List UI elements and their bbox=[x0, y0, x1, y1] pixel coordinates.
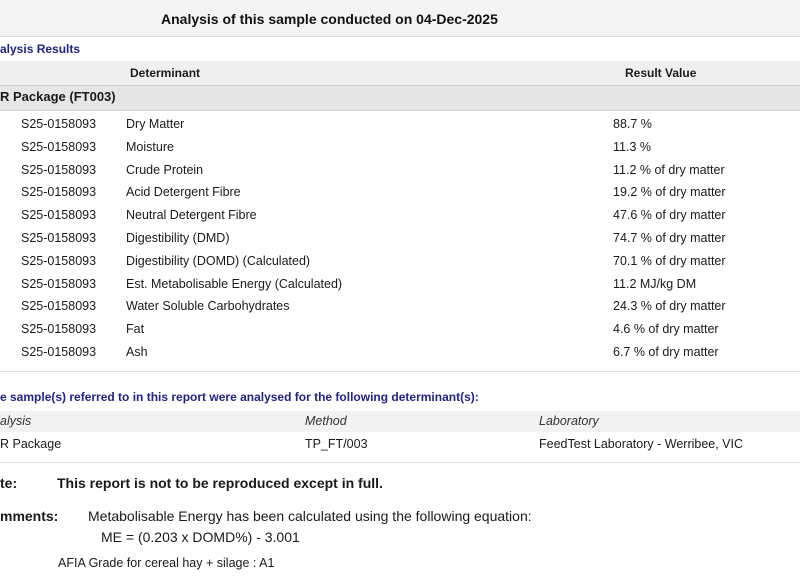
methods-section-title: e sample(s) referred to in this report were analysed for the following determinant(s): bbox=[0, 390, 479, 404]
methods-analysis: R Package bbox=[0, 437, 62, 451]
determinant-name: Fat bbox=[126, 322, 145, 337]
note-label: te: bbox=[0, 475, 18, 491]
methods-header-method: Method bbox=[305, 414, 347, 428]
column-header-result-value: Result Value bbox=[625, 66, 697, 80]
determinant-name: Est. Metabolisable Energy (Calculated) bbox=[126, 276, 343, 291]
package-name: R Package (FT003) bbox=[0, 89, 116, 104]
determinant-name: Digestibility (DOMD) (Calculated) bbox=[126, 253, 311, 268]
sample-id: S25-0158093 bbox=[21, 276, 97, 291]
analysis-results-title: alysis Results bbox=[0, 42, 81, 56]
result-row bbox=[0, 317, 800, 340]
determinant-name: Neutral Detergent Fibre bbox=[126, 208, 257, 223]
sample-id: S25-0158093 bbox=[21, 208, 97, 223]
result-row bbox=[0, 135, 800, 158]
sample-id: S25-0158093 bbox=[21, 344, 97, 359]
result-value: 6.7 % of dry matter bbox=[613, 344, 719, 359]
result-row bbox=[0, 272, 800, 295]
sample-id: S25-0158093 bbox=[21, 185, 97, 200]
result-value: 24.3 % of dry matter bbox=[613, 299, 726, 314]
result-value: 4.6 % of dry matter bbox=[613, 322, 719, 337]
methods-header-analysis: alysis bbox=[0, 414, 32, 428]
column-header-determinant: Determinant bbox=[130, 66, 201, 80]
sample-id: S25-0158093 bbox=[21, 162, 97, 177]
result-row bbox=[0, 294, 800, 317]
result-row bbox=[0, 112, 800, 135]
package-band bbox=[0, 85, 800, 111]
result-value: 11.2 MJ/kg DM bbox=[613, 276, 697, 291]
result-row bbox=[0, 249, 800, 272]
determinant-name: Ash bbox=[126, 344, 148, 359]
determinant-name: Digestibility (DMD) bbox=[126, 230, 230, 245]
sample-id: S25-0158093 bbox=[21, 117, 97, 131]
afia-grade: AFIA Grade for cereal hay + silage : A1 bbox=[58, 556, 275, 570]
result-value: 88.7 % bbox=[613, 117, 652, 131]
sample-id: S25-0158093 bbox=[21, 253, 97, 268]
result-value: 47.6 % of dry matter bbox=[613, 208, 726, 223]
methods-laboratory: FeedTest Laboratory - Werribee, VIC bbox=[539, 437, 744, 451]
sample-id: S25-0158093 bbox=[21, 230, 97, 245]
comments-label: mments: bbox=[0, 508, 59, 524]
determinant-name: Acid Detergent Fibre bbox=[126, 185, 241, 200]
comments-text: Metabolisable Energy has been calculated using the following equation: bbox=[88, 508, 532, 524]
results-table bbox=[0, 112, 800, 363]
report-header-title: Analysis of this sample conducted on 04-Dec-2025 bbox=[161, 11, 498, 27]
sample-id: S25-0158093 bbox=[21, 139, 97, 154]
sample-id: S25-0158093 bbox=[21, 322, 97, 337]
sample-id: S25-0158093 bbox=[21, 299, 97, 314]
result-value: 70.1 % of dry matter bbox=[613, 253, 726, 268]
result-row bbox=[0, 226, 800, 249]
result-row bbox=[0, 203, 800, 226]
notes-divider bbox=[0, 462, 800, 463]
result-value: 11.2 % of dry matter bbox=[613, 162, 725, 177]
result-value: 11.3 % bbox=[613, 139, 651, 154]
determinant-name: Water Soluble Carbohydrates bbox=[126, 299, 290, 314]
result-row bbox=[0, 158, 800, 181]
methods-header-band bbox=[0, 411, 800, 432]
methods-header-laboratory: Laboratory bbox=[539, 414, 599, 428]
section-divider bbox=[0, 371, 800, 372]
me-equation: ME = (0.203 x DOMD%) - 3.001 bbox=[101, 529, 300, 545]
determinant-name: Dry Matter bbox=[126, 117, 185, 131]
determinant-name: Crude Protein bbox=[126, 162, 204, 177]
methods-method: TP_FT/003 bbox=[305, 437, 368, 451]
result-row bbox=[0, 340, 800, 363]
note-text: This report is not to be reproduced except in full. bbox=[57, 475, 383, 491]
result-value: 19.2 % of dry matter bbox=[613, 185, 726, 200]
determinant-name: Moisture bbox=[126, 139, 174, 154]
result-value: 74.7 % of dry matter bbox=[613, 230, 726, 245]
result-row bbox=[0, 180, 800, 203]
